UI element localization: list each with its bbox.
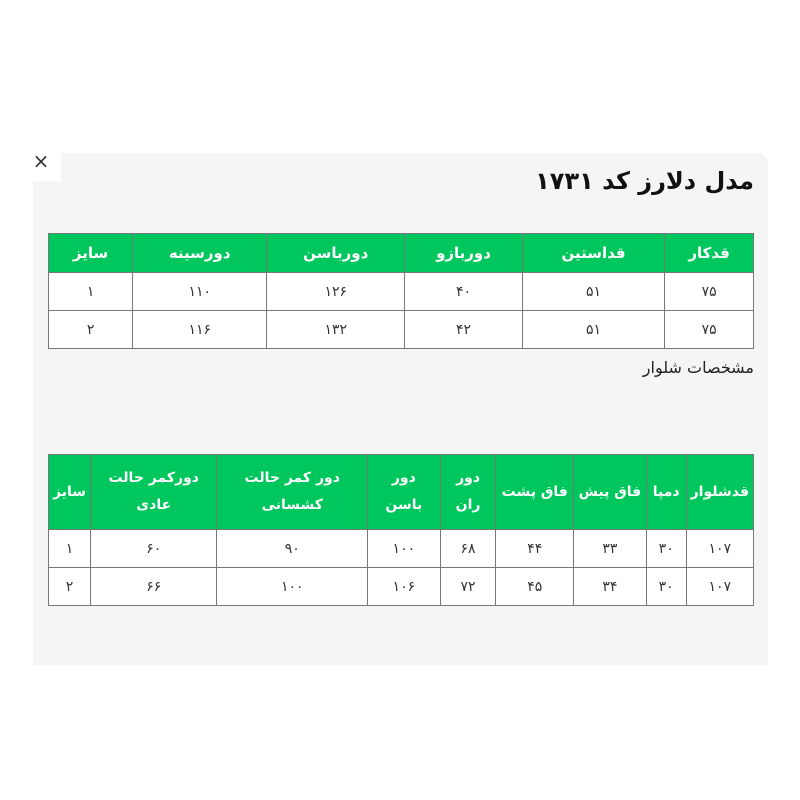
table-cell: ۶۶ (91, 568, 217, 606)
table-cell: ۱۰۰ (217, 568, 368, 606)
table-cell: ۱۱۰ (133, 273, 267, 311)
table-cell: ۴۴ (496, 530, 573, 568)
table-cell: ۷۵ (665, 273, 754, 311)
table-header-row (49, 455, 754, 530)
close-icon[interactable]: × (32, 149, 50, 173)
header-cell: قدشلوار (686, 455, 753, 530)
table-cell: ۱۳۲ (267, 311, 405, 349)
header-cell: دور ران (440, 455, 496, 530)
table-cell: ۴۲ (405, 311, 523, 349)
table-cell: ۱۰۰ (368, 530, 441, 568)
table-cell: ۶۸ (440, 530, 496, 568)
table-cell: ۲ (49, 311, 133, 349)
table-cell: ۱ (49, 273, 133, 311)
header-cell: دورباسن (267, 234, 405, 273)
header-cell: دور باسن (368, 455, 441, 530)
table-header-row (49, 234, 754, 273)
header-cell: دور کمر حالت کشسانی (217, 455, 368, 530)
pants-specs-heading: مشخصات شلوار (642, 358, 754, 377)
table-cell: ۴۰ (405, 273, 523, 311)
table-cell: ۴۵ (496, 568, 573, 606)
table-cell: ۳۰ (646, 568, 686, 606)
table-cell: ۱ (49, 530, 91, 568)
table-cell: ۲ (49, 568, 91, 606)
table-cell: ۵۱ (522, 273, 664, 311)
table-cell: ۳۳ (573, 530, 646, 568)
header-cell: دورسینه (133, 234, 267, 273)
table-cell: ۳۰ (646, 530, 686, 568)
table-row (49, 311, 754, 349)
table-cell: ۷۲ (440, 568, 496, 606)
size-chart-modal (32, 149, 768, 665)
header-cell: قداستین (522, 234, 664, 273)
header-cell: قدکار (665, 234, 754, 273)
header-cell: دورکمر حالت عادی (91, 455, 217, 530)
table-cell: ۱۰۷ (686, 568, 753, 606)
table-cell: ۷۵ (665, 311, 754, 349)
bottom-size-table (48, 454, 754, 606)
table-cell: ۱۱۶ (133, 311, 267, 349)
header-cell: فاق پشت (496, 455, 573, 530)
table-cell: ۱۰۷ (686, 530, 753, 568)
table-cell: ۱۲۶ (267, 273, 405, 311)
table-cell: ۱۰۶ (368, 568, 441, 606)
table-cell: ۹۰ (217, 530, 368, 568)
table-row (49, 530, 754, 568)
table-cell: ۵۱ (522, 311, 664, 349)
header-cell: سایز (49, 455, 91, 530)
header-cell: دمپا (646, 455, 686, 530)
table-cell: ۳۴ (573, 568, 646, 606)
header-cell: سایز (49, 234, 133, 273)
modal-title: مدل دلارز کد ۱۷۳۱ (535, 167, 754, 195)
header-cell: فاق پیش (573, 455, 646, 530)
table-row (49, 568, 754, 606)
table-row (49, 273, 754, 311)
top-size-table (48, 233, 754, 349)
table-cell: ۶۰ (91, 530, 217, 568)
header-cell: دوربازو (405, 234, 523, 273)
